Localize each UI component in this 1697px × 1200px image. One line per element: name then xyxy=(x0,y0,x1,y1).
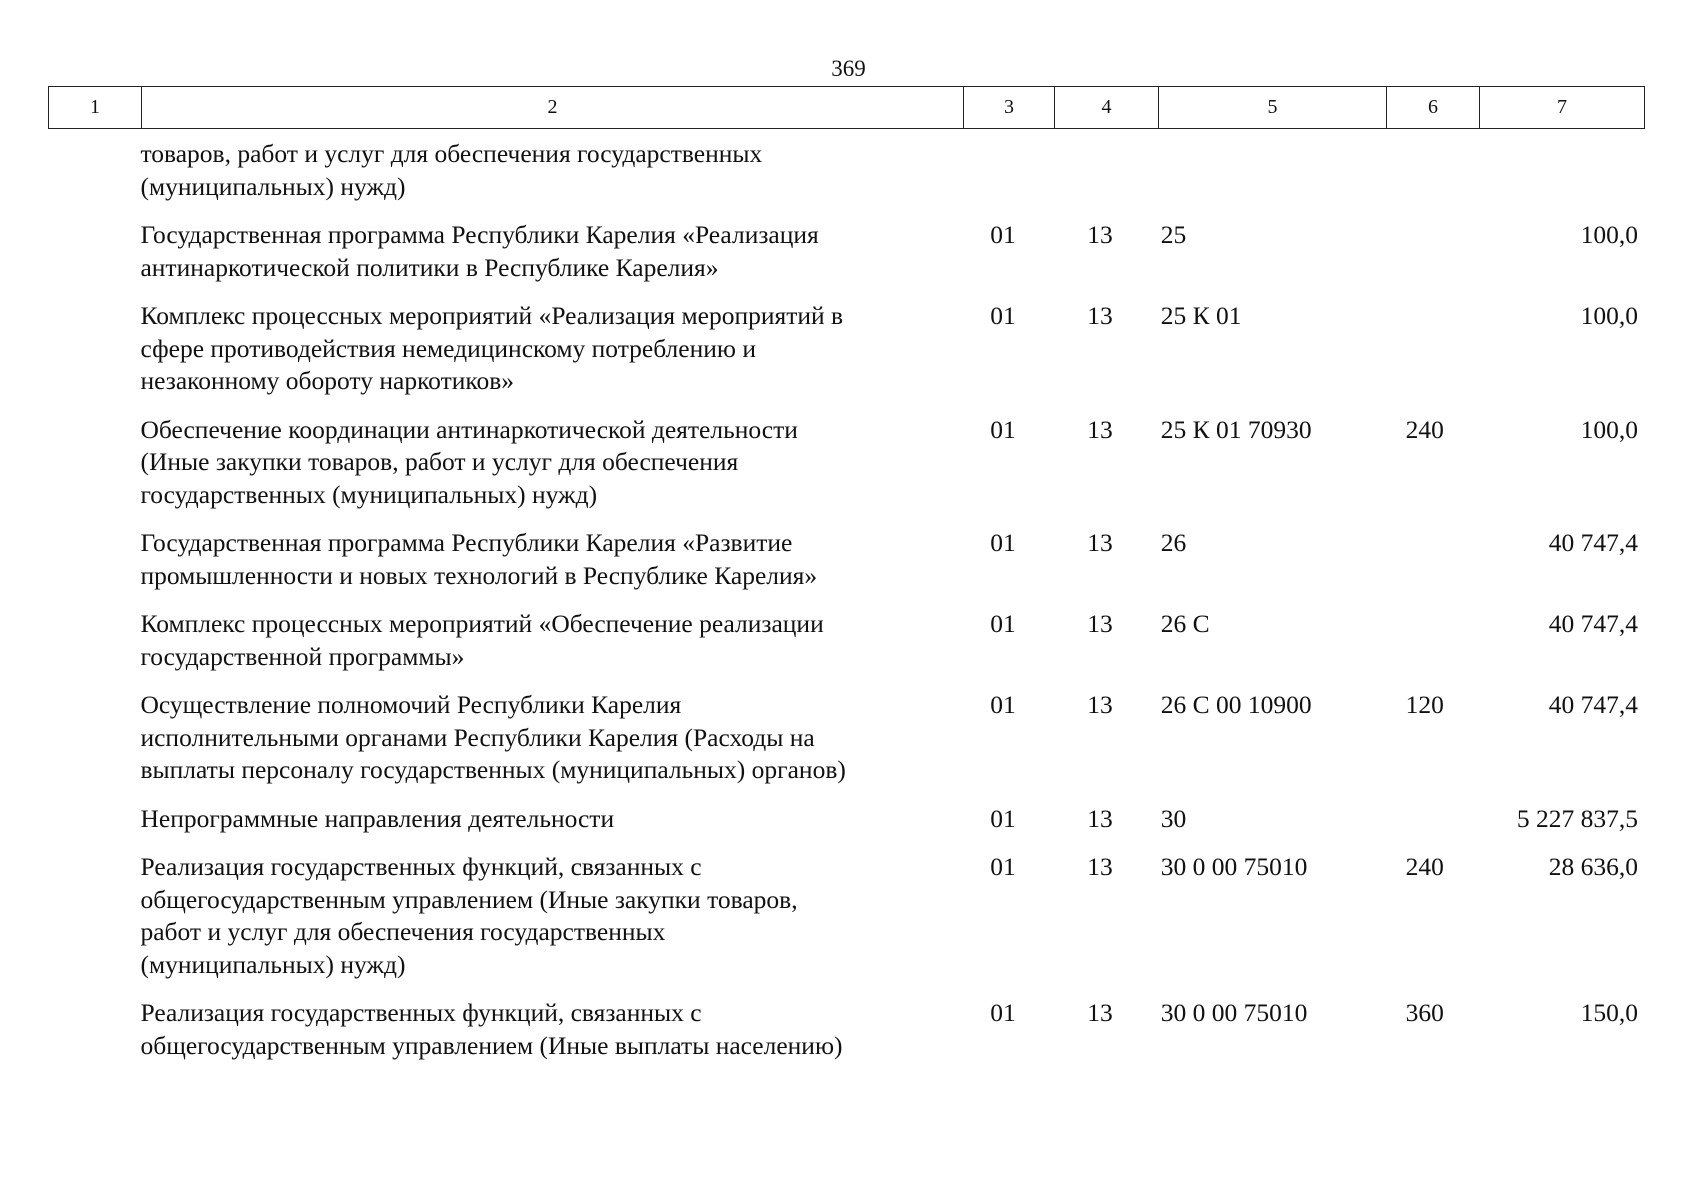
column-header-row xyxy=(49,87,1645,129)
table-row xyxy=(48,997,1644,1062)
table-row xyxy=(48,689,1644,787)
item-name: Обеспечение координации антинаркотической деятельности (Иные закупки товаров, работ и услуг для обеспечения государственных (муниципальных) нужд) xyxy=(140,414,798,509)
section-code: 01 xyxy=(990,414,1016,444)
subsection-code: 13 xyxy=(1087,220,1113,249)
section-code: 01 xyxy=(990,220,1016,249)
amount: 5 227 837,5 xyxy=(1516,803,1638,833)
subsection-code: 13 xyxy=(1087,609,1113,638)
section-code: 01 xyxy=(990,528,1016,557)
subsection-code: 13 xyxy=(1087,998,1113,1027)
expense-type-code: 360 xyxy=(1405,998,1444,1027)
subsection-code: 13 xyxy=(1087,690,1113,719)
column-number-6: 6 xyxy=(1387,87,1480,129)
item-name: Осуществление полномочий Республики Карелия исполнительными органами Республики Карелия (Расходы на выплаты персоналу государственных (муниципальных) органов) xyxy=(140,690,846,784)
section-code: 01 xyxy=(990,998,1016,1027)
amount: 28 636,0 xyxy=(1548,852,1638,881)
amount: 150,0 xyxy=(1580,998,1638,1027)
target-article-code: 26 С 00 10900 xyxy=(1160,690,1312,719)
page-number: 369 xyxy=(831,56,866,81)
expense-type-code xyxy=(1378,219,1470,284)
section-code: 01 xyxy=(990,852,1016,881)
item-name: Реализация государственных функций, связанных с общегосударственным управлением (Иные выплаты населению) xyxy=(140,998,843,1060)
section-code: 01 xyxy=(990,690,1016,719)
section-code: 01 xyxy=(990,609,1016,638)
expense-type-code xyxy=(1378,608,1470,673)
expense-type-code: 240 xyxy=(1405,852,1444,881)
amount: 40 747,4 xyxy=(1548,609,1638,638)
target-article-code: 26 С xyxy=(1160,609,1210,638)
target-article-code: 25 К 01 70930 xyxy=(1160,414,1312,444)
column-number-2: 2 xyxy=(142,87,964,129)
table-row xyxy=(48,608,1644,673)
target-article-code: 25 xyxy=(1160,220,1187,249)
column-number-5: 5 xyxy=(1159,87,1387,129)
item-name: Реализация государственных функций, связанных с общегосударственным управлением (Иные закупки товаров, работ и услуг для обеспечения государственных (муниципальных) нужд) xyxy=(140,852,798,979)
amount: 40 747,4 xyxy=(1548,690,1638,719)
amount: 100,0 xyxy=(1580,414,1638,444)
section-code: 01 xyxy=(990,301,1016,330)
table-row xyxy=(48,851,1644,981)
target-article-code: 30 xyxy=(1160,803,1187,833)
budget-table-body xyxy=(48,138,1644,1078)
target-article-code: 30 0 00 75010 xyxy=(1160,852,1308,881)
subsection-code: 13 xyxy=(1087,852,1113,881)
subsection-code: 13 xyxy=(1087,301,1113,330)
expense-type-code xyxy=(1378,803,1470,836)
column-number-1: 1 xyxy=(49,87,142,129)
table-row xyxy=(48,138,1644,203)
item-name: Непрограммные направления деятельности xyxy=(140,803,615,833)
section-code: 01 xyxy=(990,803,1016,833)
item-name: Комплекс процессных мероприятий «Обеспечение реализации государственной программы» xyxy=(140,609,824,671)
target-article-code: 26 xyxy=(1160,528,1187,557)
target-article-code: 30 0 00 75010 xyxy=(1160,998,1308,1027)
column-number-7: 7 xyxy=(1480,87,1645,129)
item-name: Государственная программа Республики Карелия «Реализация антинаркотической политики в Республике Карелия» xyxy=(140,220,819,282)
subsection-code: 13 xyxy=(1087,414,1113,444)
target-article-code xyxy=(1152,138,1379,203)
subsection-code: 13 xyxy=(1087,528,1113,557)
amount xyxy=(1471,138,1644,203)
expense-type-code xyxy=(1378,300,1470,398)
expense-type-code: 120 xyxy=(1405,690,1444,719)
amount: 100,0 xyxy=(1580,301,1638,330)
amount: 40 747,4 xyxy=(1548,528,1638,557)
amount: 100,0 xyxy=(1580,220,1638,249)
item-name: Государственная программа Республики Карелия «Развитие промышленности и новых технологий в Республике Карелия» xyxy=(140,528,818,590)
section-code xyxy=(958,138,1048,203)
table-row xyxy=(48,527,1644,592)
column-number-4: 4 xyxy=(1055,87,1159,129)
table-row xyxy=(48,219,1644,284)
item-name: товаров, работ и услуг для обеспечения государственных (муниципальных) нужд) xyxy=(140,139,763,201)
table-row xyxy=(48,803,1644,836)
column-header-table xyxy=(48,86,1645,129)
table-row xyxy=(48,300,1644,398)
expense-type-code: 240 xyxy=(1405,414,1444,444)
column-number-3: 3 xyxy=(964,87,1055,129)
item-name: Комплекс процессных мероприятий «Реализация мероприятий в сфере противодействия немедицинскому потреблению и незаконному обороту наркотиков» xyxy=(140,301,844,395)
target-article-code: 25 К 01 xyxy=(1160,301,1242,330)
expense-type-code xyxy=(1378,138,1470,203)
table-row xyxy=(48,414,1644,512)
expense-type-code xyxy=(1378,527,1470,592)
subsection-code xyxy=(1048,138,1151,203)
subsection-code: 13 xyxy=(1087,803,1113,833)
